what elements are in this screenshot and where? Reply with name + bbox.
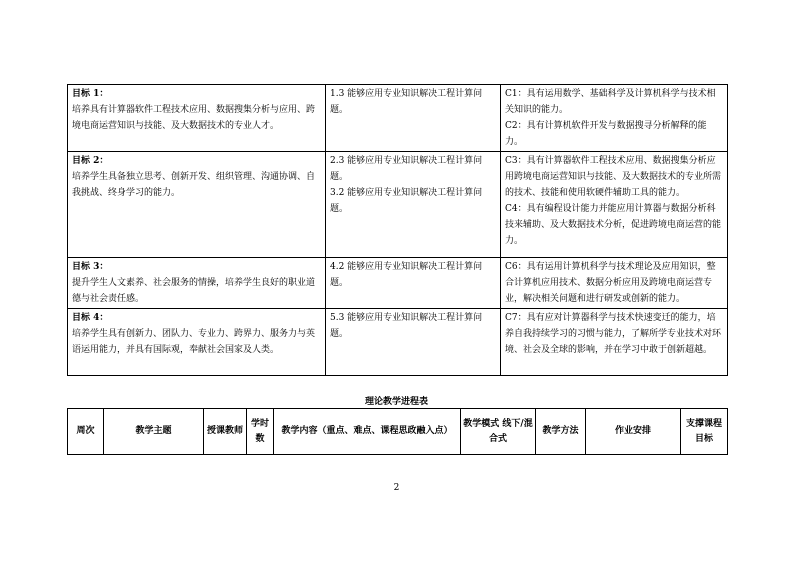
goal-body: 提升学生人文素养、社会服务的情操，培养学生良好的职业道德与社会责任感。 [72,278,316,304]
goal-cell [68,152,326,258]
header-objective: 支撑课程目标 [681,409,728,455]
objective-cell [326,309,501,376]
schedule-header-row [68,409,728,455]
goal-cell [68,85,326,152]
requirement-item: C2：具有计算机软件开发与数据搜寻分析解释的能力。 [505,121,707,147]
requirement-cell [501,152,728,258]
objective-cell [326,152,501,258]
page-number: 2 [393,483,400,493]
goal-body: 培养学生具有创新力、团队力、专业力、跨界力、服务力与英语运用能力，并具有国际观，奉献社会国家及人类。 [72,329,316,355]
requirement-item: C1：具有运用数学、基础科学及计算机科学与技术相关知识的能力。 [505,89,716,115]
goal-title: 目标 4： [72,313,109,323]
header-week: 周次 [68,409,104,455]
objective-cell [326,258,501,309]
goal-row [68,258,728,309]
goal-body: 培养学生具备独立思考、创新开发、组织管理、沟通协调、自我挑战、终身学习的能力。 [72,172,316,198]
goal-row [68,152,728,258]
requirement-item: C6：具有运用计算机科学与技术理论及应用知识，整合计算机应用技术、数据分析应用及跨境电商运营专业，解决相关问题和进行研发或创新的能力。 [505,262,716,304]
requirement-item: C4：具有编程设计能力并能应用计算器与数据分析科技来辅助、及大数据技术分析，促进跨境电商运营的能力。 [505,204,722,246]
goal-row [68,309,728,376]
requirement-item: C3：具有计算器软件工程技术应用、数据搜集分析应用跨境电商运营知识与技能、及大数据技术的专业所需的技术、技能和使用软硬件辅助工具的能力。 [505,156,722,198]
objective-item: 4.2 能够应用专业知识解决工程计算问题。 [330,262,483,288]
goal-row [68,85,728,152]
header-method: 教学方法 [536,409,586,455]
header-homework: 作业安排 [586,409,681,455]
schedule-table [67,408,728,455]
goal-title: 目标 3： [72,262,109,272]
goal-body: 培养具有计算器软件工程技术应用、数据搜集分析与应用、跨境电商运营知识与技能、及大数据技术的专业人才。 [72,105,316,131]
requirement-cell [501,309,728,376]
objective-item: 5.3 能够应用专业知识解决工程计算问题。 [330,313,483,339]
goal-cell [68,258,326,309]
goal-title: 目标 1： [72,89,109,99]
header-hours: 学时数 [247,409,274,455]
objective-item: 3.2 能够应用专业知识解决工程计算问题。 [330,188,483,214]
objective-item: 2.3 能够应用专业知识解决工程计算问题。 [330,156,483,182]
header-mode: 教学模式 线下/混合式 [461,409,536,455]
requirement-item: C7：具有应对计算器科学与技术快速变迁的能力，培养自我持续学习的习惯与能力，了解所学专业技术对环境、社会及全球的影响，并在学习中敢于创新超越。 [505,313,722,355]
header-topic: 教学主题 [104,409,204,455]
requirement-cell [501,258,728,309]
goals-table [67,84,728,376]
goal-title: 目标 2： [72,156,109,166]
goal-cell [68,309,326,376]
requirement-cell [501,85,728,152]
objective-cell [326,85,501,152]
schedule-title: 理论教学进程表 [364,397,428,407]
header-content: 教学内容（重点、难点、课程思政融入点） [274,409,461,455]
objective-item: 1.3 能够应用专业知识解决工程计算问题。 [330,89,483,115]
header-teacher: 授课教师 [204,409,247,455]
